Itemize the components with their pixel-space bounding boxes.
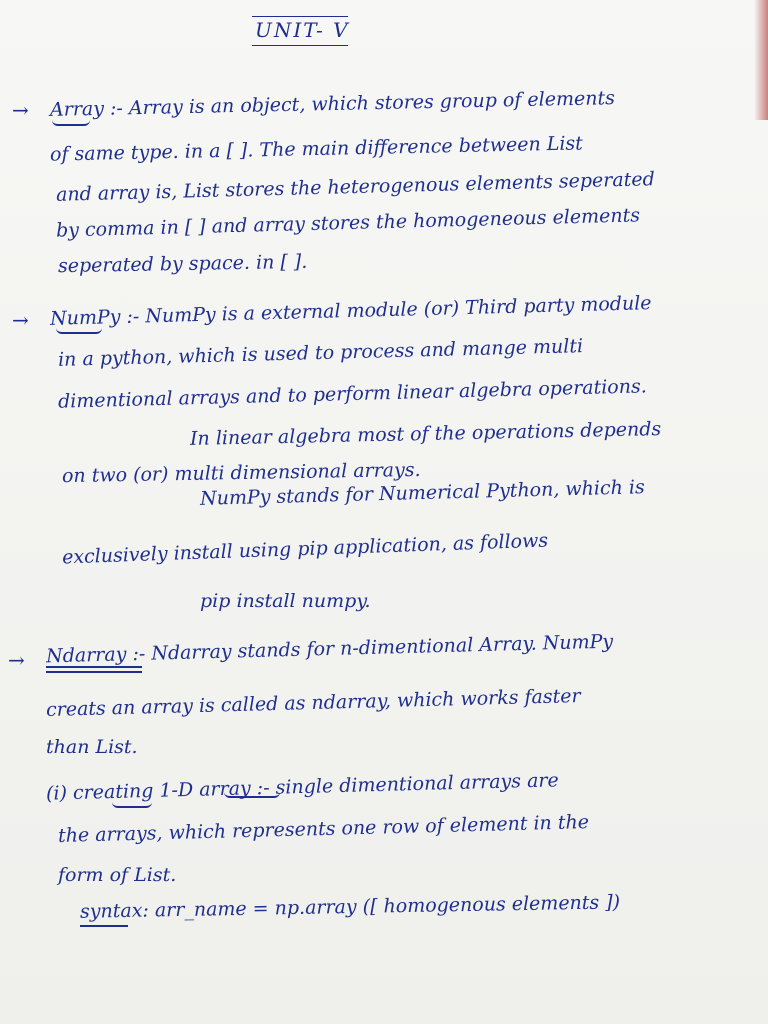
heading-squiggle bbox=[56, 326, 102, 334]
strike-mark bbox=[80, 925, 128, 927]
text-line: in a python, which is used to process and mange multi bbox=[57, 335, 584, 371]
text-line: exclusively install using pip application, as follows bbox=[61, 529, 549, 569]
bullet-arrow-icon: → bbox=[12, 98, 29, 122]
bullet-arrow-icon: → bbox=[8, 648, 25, 672]
text-line: on two (or) multi dimensional arrays. bbox=[61, 458, 421, 488]
heading-squiggle bbox=[52, 118, 90, 126]
text-line: creats an array is called as ndarray, which works faster bbox=[45, 685, 581, 721]
text-line: than List. bbox=[46, 736, 138, 758]
text-line: Ndarray :- Ndarray stands for n-dimentional Array. NumPy bbox=[45, 630, 614, 668]
command-line: pip install numpy. bbox=[200, 590, 371, 612]
text-line: the arrays, which represents one row of element in the bbox=[57, 811, 590, 847]
text-line: and array is, List stores the heterogenous elements seperated bbox=[55, 168, 656, 206]
text-line: of same type. in a [ ]. The main difference between List bbox=[49, 132, 584, 166]
syntax-line: syntax: arr_name = np.array ([ homogenous elements ]) bbox=[79, 891, 621, 923]
bullet-arrow-icon: → bbox=[12, 308, 29, 332]
heading-underline bbox=[46, 666, 142, 668]
subheading-squiggle bbox=[112, 800, 152, 808]
page-edge-shadow bbox=[754, 0, 768, 120]
text-line: Array :- Array is an object, which stores group of elements bbox=[49, 87, 616, 121]
text-line: form of List. bbox=[58, 864, 177, 886]
subheading-squiggle bbox=[224, 790, 280, 798]
text-line: NumPy :- NumPy is a external module (or) Third party module bbox=[49, 292, 652, 330]
text-line: seperated by space. in [ ]. bbox=[57, 250, 308, 278]
title-underline bbox=[252, 45, 348, 46]
title-overline bbox=[252, 16, 348, 17]
text-line: In linear algebra most of the operations depends bbox=[189, 418, 662, 450]
text-line: NumPy stands for Numerical Python, which is bbox=[199, 476, 645, 510]
text-line: by comma in [ ] and array stores the homogeneous elements bbox=[55, 204, 641, 242]
text-line: (i) creating 1-D array :- single dimentional arrays are bbox=[45, 769, 559, 805]
text-line: dimentional arrays and to perform linear algebra operations. bbox=[57, 375, 648, 413]
heading-double-underline bbox=[46, 671, 142, 673]
page-title: UNIT- V bbox=[255, 18, 350, 42]
